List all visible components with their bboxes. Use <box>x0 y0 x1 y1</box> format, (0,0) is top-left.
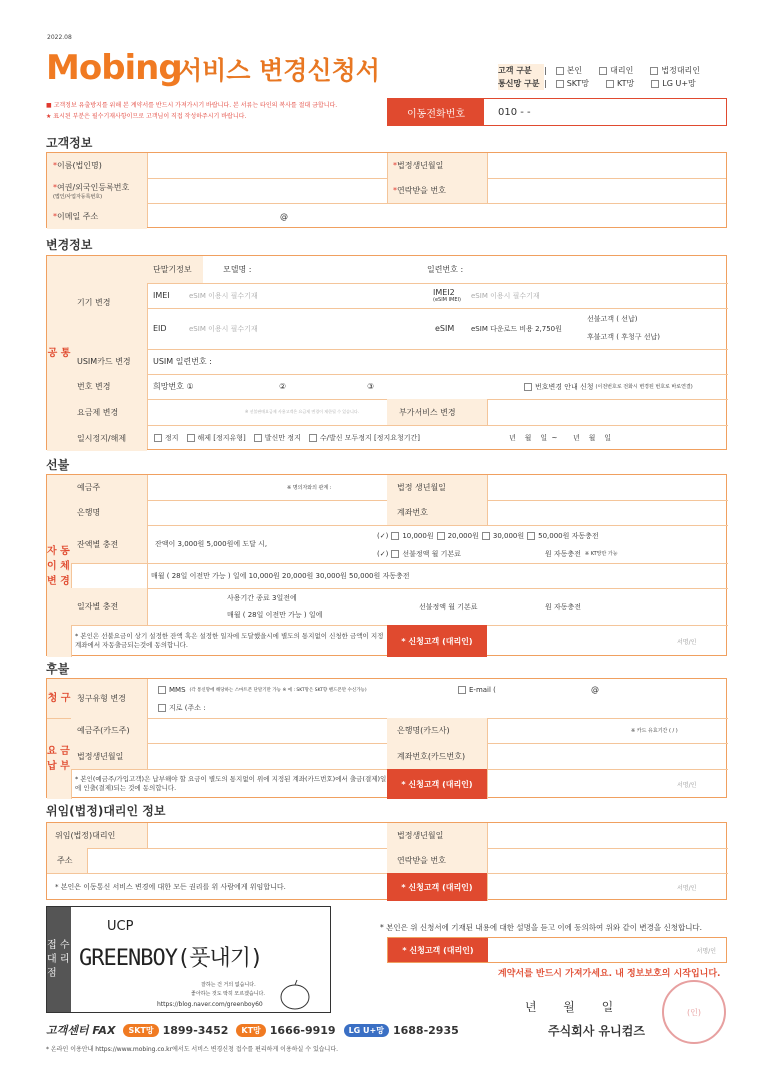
wish-number-3[interactable]: ③ <box>367 382 375 391</box>
final-sign[interactable]: 서명/인 <box>696 947 716 955</box>
postpaid-account-label: 계좌번호(카드번호) <box>387 743 487 769</box>
claim-side-label: 청 구 <box>47 679 71 718</box>
wish-number-2[interactable]: ② <box>279 382 287 391</box>
apple-doodle-icon <box>277 977 313 1011</box>
section-change: 변경정보 <box>46 238 93 252</box>
postpaid-birth-label: 법정생년월일 <box>71 743 147 769</box>
customer-type-label: 고객 구분 <box>498 64 544 77</box>
prepaid-birth-label: 법정 생년월일 <box>387 475 487 500</box>
skt-fax: 1899-3452 <box>162 1023 229 1037</box>
card-expiry[interactable]: ※ 카드 유효기간 ( / ) <box>631 728 678 734</box>
section-postpaid: 후불 <box>46 662 70 676</box>
agent-addr-label: 주소 <box>47 848 87 873</box>
postpaid-bank-label: 은행명(카드사) <box>387 718 487 743</box>
plan-change-label: 요금제 변경 <box>71 399 147 425</box>
postpaid-depositor-label: 예금주(카드주) <box>71 718 147 743</box>
postpaid-consent: * 본인(예금주/가입고객)은 납부해야 할 요금이 별도의 통지없이 위에 지정된 계좌(카드번호)에서 출금(결제)일에 인출(결제)되는 것에 동의합니다. <box>75 775 387 792</box>
balance-monthly[interactable]: (✓) 선불정액 월 기본료 원 자동충전 ※ KT망만 가능 <box>377 549 618 558</box>
device-change-label: 기기 변경 <box>71 256 147 349</box>
agent-contact-label: 연락받을 번호 <box>387 848 487 873</box>
mobing-logo: Mobing <box>46 48 182 88</box>
final-date[interactable]: 년 월 일 <box>525 1000 614 1014</box>
section-customer: 고객정보 <box>46 136 93 150</box>
customer-table <box>46 152 727 228</box>
footer-fax: 고객센터 FAX SKT망 1899-3452 KT망 1666-9919 LG U+망 1688-2935 <box>46 1023 459 1037</box>
plan-note: ※ 선불판매요금제 사용고객은 요금제 변경이 제한될 수 있습니다. <box>245 409 359 414</box>
postpaid-email-at: @ <box>591 685 599 694</box>
daily-charge-row[interactable]: 매월 ( 28일 이전만 가능 ) 일에 10,000원 20,000원 30,000원 50,000원 자동충전 <box>151 571 410 580</box>
company-seal-icon: (인) <box>662 980 726 1044</box>
pause-options[interactable]: 정지 해제 [정지유형] 발신만 정지 수/발신 모두정지 [정지요청기간] <box>151 425 491 451</box>
reception-line2: GREENBOY(풋내기) <box>79 946 263 971</box>
number-change-label: 번호 변경 <box>71 374 147 399</box>
pay-side-label: 요 금 납 부 <box>47 718 71 799</box>
number-notice-checkbox[interactable]: 번호변경 안내 신청 (이전번호로 전화시 변경된 번호로 바로연결) <box>521 374 728 399</box>
contact-label: * 연락받을 번호 <box>387 178 487 203</box>
prepaid-depositor-label: 예금주 <box>71 475 147 500</box>
lg-badge: LG U+망 <box>344 1024 389 1037</box>
type-selector: 고객 구분 | 본인 대리인 법정대리인 통신망 구분 | SKT망 KT망 LG U+망 <box>498 66 700 88</box>
kt-badge: KT망 <box>236 1024 265 1037</box>
wish-number-1[interactable]: 희망번호 ① <box>153 382 194 391</box>
postpaid-table <box>46 678 727 798</box>
imei2-label: IMEI2 (eSIM IMEI) <box>433 288 461 303</box>
paper-option[interactable]: 지로 (주소 : <box>155 699 455 716</box>
imei-input[interactable]: eSIM 이용시 필수기재 <box>189 291 258 300</box>
net-skt-checkbox[interactable]: SKT망 <box>553 77 589 90</box>
reception-label: 접 수 대 리 점 <box>47 907 71 1012</box>
common-side-label: 공 통 <box>47 256 71 451</box>
daily-auto: 원 자동충전 <box>545 602 582 611</box>
eid-label: EID <box>153 324 167 333</box>
change-table <box>46 255 727 450</box>
model-field[interactable]: 모델명 : <box>223 265 252 274</box>
prepaid-table <box>46 474 727 656</box>
lg-fax: 1688-2935 <box>392 1023 459 1037</box>
pause-label: 일시정지/해제 <box>71 425 147 451</box>
reception-line4: 좋아하는 것도 딱히 모르겠습니다. <box>191 991 265 997</box>
reception-box <box>46 906 331 1013</box>
agent-sign[interactable]: 서명/인 <box>677 884 697 892</box>
phone-number-field[interactable] <box>387 98 727 126</box>
skt-badge: SKT망 <box>123 1024 158 1037</box>
usim-change-label: USIM카드 변경 <box>71 349 147 374</box>
pause-period[interactable]: 년 월 일 ~ 년 월 일 <box>509 434 612 442</box>
autopay-side-label: 자 동 이 체 변 경 <box>47 475 71 657</box>
form-notes: ■ 고객정보 유출방지를 위해 본 계약서를 반드시 가져가시기 바랍니다. 본 서류는 타인의 복사를 절대 금합니다. ★ 표시된 부분은 필수기재사항이므로 고객님이 직접 작성하주시기 바랍니다. <box>46 102 338 120</box>
final-applicant-label: * 신청고객 (대리인) <box>388 938 488 962</box>
balance-threshold[interactable]: 잔액이 3,000원 5,000원에 도달 시, <box>155 540 268 548</box>
prepaid-consent: * 본인은 선불요금이 상기 설정한 잔액 혹은 설정한 일자에 도달했을시에 별도의 통지없이 신청한 금액이 지정계좌에서 자동출금되는것에 동의합니다. <box>75 632 384 649</box>
daily-monthly[interactable]: 매월 ( 28일 이전만 가능 ) 일에 <box>227 611 323 619</box>
type-self-checkbox[interactable]: 본인 <box>553 64 582 77</box>
prepaid-applicant-label: * 신청고객 (대리인) <box>387 625 487 657</box>
id-label: *여권/외국인등록번호 (법인/사업자등록번호) <box>47 178 147 203</box>
daily-charge-label: 일자별 충전 <box>71 588 147 625</box>
postpaid-sign[interactable]: 서명/인 <box>677 781 697 789</box>
postpaid-applicant-label: * 신청고객 (대리인) <box>387 769 487 799</box>
phone-label: 이동전화번호 <box>388 99 484 125</box>
warning-text: 계약서를 반드시 가져가세요. 내 정보보호의 시작입니다. <box>498 969 721 979</box>
agent-birth-label: 법정생년월일 <box>387 823 487 848</box>
email-option[interactable]: E-mail ( <box>455 681 535 698</box>
name-label: * 이름(법인명) <box>47 153 147 178</box>
addon-label: 부가서비스 변경 <box>387 399 487 425</box>
net-lg-checkbox[interactable]: LG U+망 <box>648 77 696 90</box>
esim-postpaid-option[interactable]: 후불고객 ( 후청구 선납) <box>587 333 660 341</box>
final-consent: * 본인은 위 신청서에 기재된 내용에 대한 설명을 듣고 이에 동의하여 위와 같이 변경을 신청합니다. <box>380 923 703 932</box>
net-kt-checkbox[interactable]: KT망 <box>603 77 634 90</box>
section-agent: 위임(법정)대리인 정보 <box>46 804 166 818</box>
esim-prepaid-option[interactable]: 선불고객 ( 선납) <box>587 315 638 323</box>
reception-line3: 잘하는 건 거의 없습니다. <box>201 982 256 988</box>
reception-url[interactable]: https://blog.naver.com/greenboy60 <box>157 1001 263 1008</box>
esim-fee: eSIM 다운로드 비용 2,750원 <box>471 324 562 333</box>
daily-base-label: 선불정액 월 기본료 <box>419 602 478 611</box>
imei2-input[interactable]: eSIM 이용시 필수기재 <box>471 291 540 300</box>
esim-label: eSIM <box>435 324 455 333</box>
imei-label: IMEI <box>153 291 170 300</box>
email-at: @ <box>280 211 288 221</box>
eid-input[interactable]: eSIM 이용시 필수기재 <box>189 324 258 333</box>
usim-serial-field[interactable]: USIM 일련번호 : <box>153 357 212 366</box>
agent-table <box>46 822 727 900</box>
kt-fax: 1666-9919 <box>269 1023 336 1037</box>
prepaid-bank-label: 은행명 <box>71 500 147 525</box>
online-notice: * 온라인 이용안내 https://www.mobing.co.kr에서도 서비스 변경신청 접수를 편리하게 이용하실 수 있습니다. <box>46 1046 339 1053</box>
relation-field[interactable]: ※ 명의자와의 관계 : <box>287 485 332 491</box>
agent-consent: * 본인은 이동통신 서비스 변경에 대한 모든 권리를 위 사람에게 위임합니다. <box>55 883 286 891</box>
claim-type-label: 청구유형 변경 <box>71 679 147 718</box>
phone-value[interactable]: 010 - - <box>498 106 531 118</box>
agent-applicant-label: * 신청고객 (대리인) <box>387 873 487 901</box>
agent-name-label: 위임(법정)대리인 <box>47 823 147 848</box>
network-label: 통신망 구분 <box>498 77 544 90</box>
balance-charge-label: 잔액별 충전 <box>71 525 147 563</box>
birth-label: * 법정생년월일 <box>387 153 487 178</box>
type-agent-checkbox[interactable]: 대리인 <box>596 64 633 77</box>
email-label: * 이메일 주소 <box>47 203 147 229</box>
daily-period-end[interactable]: 사용기간 종료 3일전에 <box>227 594 297 602</box>
section-prepaid: 선불 <box>46 458 70 472</box>
form-date: 2022.08 <box>47 34 72 41</box>
company-name: 주식회사 유니컴즈 <box>548 1024 645 1038</box>
mms-option[interactable]: MMS (각 통신망에 해당하는 스마트폰 단말기만 가능 ※ 예 : SKT망은 SKT향 핸드폰만 수신가능) <box>155 681 455 698</box>
balance-amounts[interactable]: (✓) 10,000원 20,000원 30,000원 50,000원 자동충전 <box>377 531 599 540</box>
model-info-label: 단말기정보 <box>147 256 203 283</box>
final-sign-box <box>387 937 727 963</box>
type-legal-checkbox[interactable]: 법정대리인 <box>647 64 700 77</box>
serial-field[interactable]: 일련번호 : <box>427 265 464 274</box>
prepaid-account-label: 계좌번호 <box>387 500 487 525</box>
reception-line1: UCP <box>107 919 134 934</box>
prepaid-sign[interactable]: 서명/인 <box>677 638 697 646</box>
form-title: 서비스 변경신청서 <box>178 56 380 85</box>
